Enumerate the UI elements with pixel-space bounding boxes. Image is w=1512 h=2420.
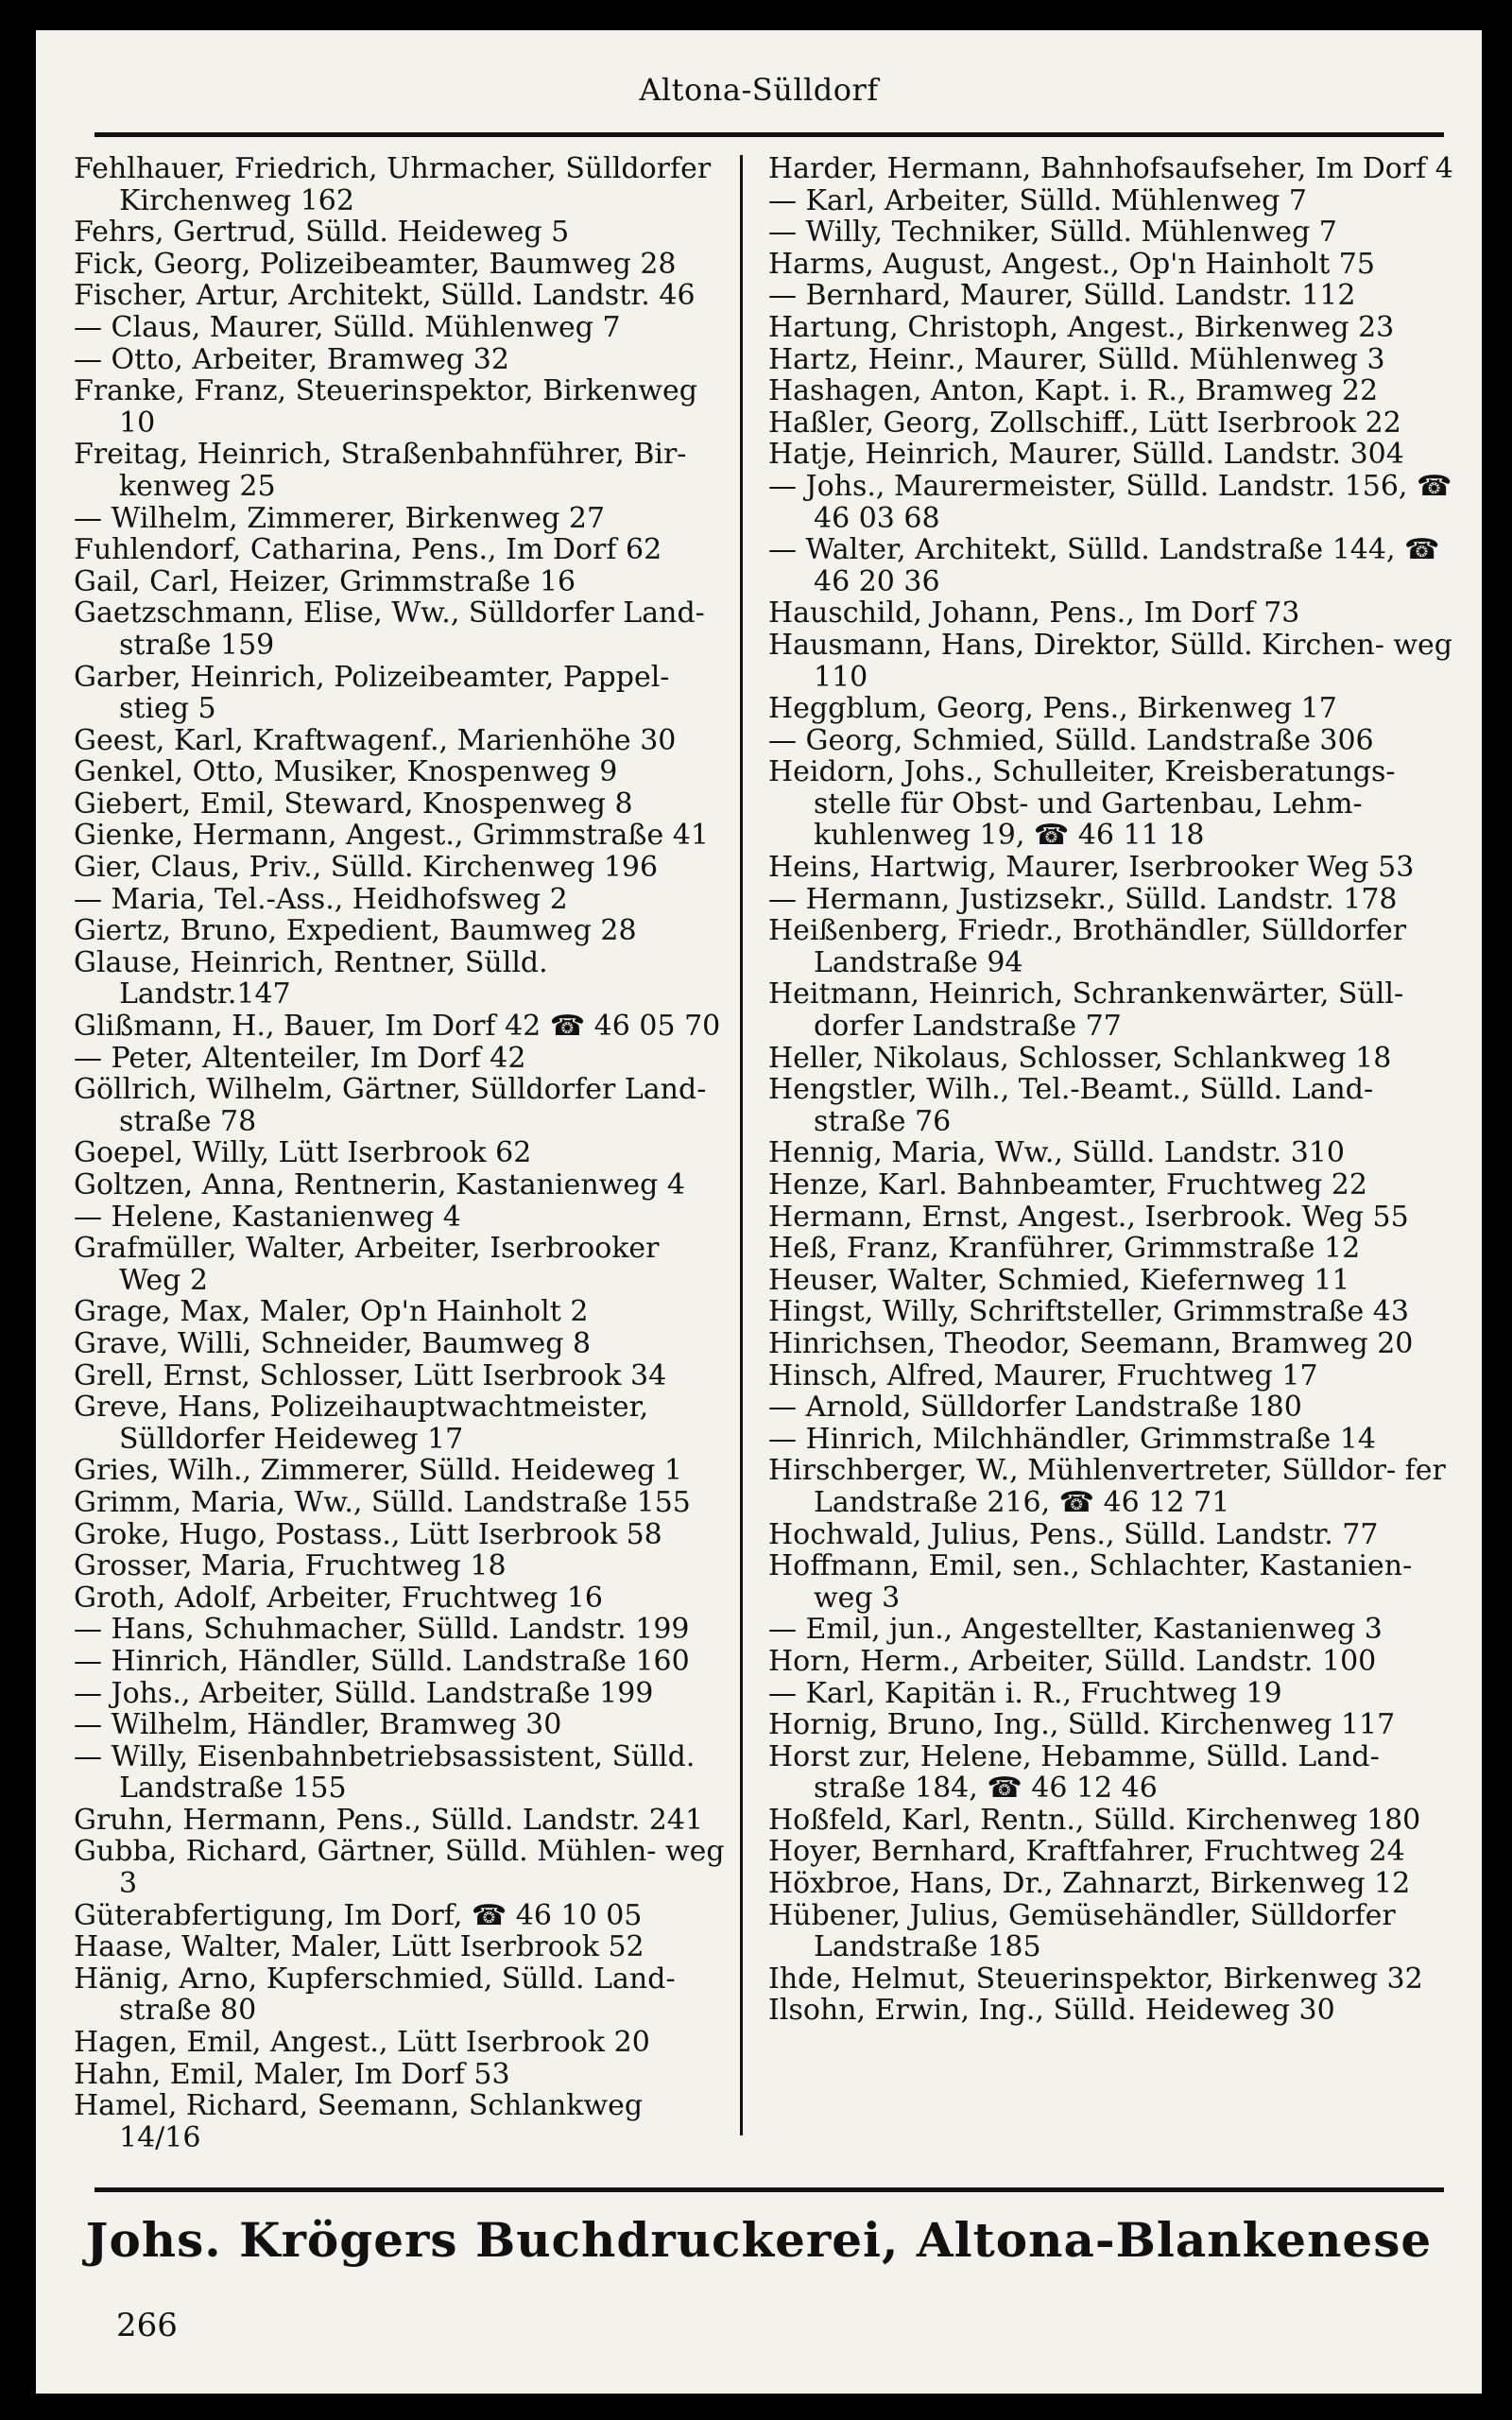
directory-entry: — Georg, Schmied, Sülld. Landstraße 306 [768,723,1374,757]
directory-entry: Giebert, Emil, Steward, Knospenweg 8 [74,786,633,821]
directory-entry: Heggblum, Georg, Pens., Birkenweg 17 [768,692,1337,726]
directory-entry: Gruhn, Hermann, Pens., Sülld. Landstr. 241 [74,1803,704,1837]
directory-entry: Harms, August, Angest., Op'n Hainholt 75 [768,247,1375,281]
directory-page [36,30,1482,2394]
directory-entry: Heins, Hartwig, Maurer, Iserbrooker Weg 53 [768,851,1415,885]
directory-entry: Gries, Wilh., Zimmerer, Sülld. Heideweg 1 [74,1454,682,1488]
directory-entry: Haßler, Georg, Zollschiff., Lütt Iserbrook 22 [768,406,1401,440]
directory-entry: Groth, Adolf, Arbeiter, Fruchtweg 16 [74,1581,603,1615]
directory-entry: Hänig, Arno, Kupferschmied, Sülld. Land- straße 80 [74,1962,676,2028]
printer-advertisement: Johs. Krögers Buchdruckerei, Altona-Blankenese [85,2212,1433,2268]
directory-entry: Hermann, Ernst, Angest., Iserbrook. Weg 55 [768,1200,1409,1234]
directory-entry: Haase, Walter, Maler, Lütt Iserbrook 52 [74,1930,644,1964]
directory-entry: — Emil, jun., Angestellter, Kastanienweg 3 [768,1613,1383,1647]
directory-entry: — Willy, Eisenbahnbetriebsassistent, Sülld. Landstraße 155 [74,1739,696,1806]
directory-entry: Gubba, Richard, Gärtner, Sülld. Mühlen- weg 3 [74,1835,725,1901]
directory-entry: — Wilhelm, Händler, Bramweg 30 [74,1708,562,1742]
directory-entry: Hagen, Emil, Angest., Lütt Iserbrook 20 [74,2026,650,2060]
directory-entry: — Hans, Schuhmacher, Sülld. Landstr. 199 [74,1613,690,1647]
directory-entry: Gail, Carl, Heizer, Grimmstraße 16 [74,564,576,598]
directory-entry: Hengstler, Wilh., Tel.-Beamt., Sülld. Land- straße 76 [768,1073,1374,1138]
directory-entry: Garber, Heinrich, Polizeibeamter, Pappel- stieg 5 [74,660,670,726]
directory-entry: — Johs., Maurermeister, Sülld. Landstr. 156, ☎ 46 03 68 [768,469,1452,535]
directory-entry: Grell, Ernst, Schlosser, Lütt Iserbrook 34 [74,1358,667,1392]
directory-entry: Hennig, Maria, Ww., Sülld. Landstr. 310 [768,1136,1345,1170]
directory-entry: Horn, Herm., Arbeiter, Sülld. Landstr. 100 [768,1644,1377,1678]
directory-entry: Hochwald, Julius, Pens., Sülld. Landstr. 77 [768,1517,1379,1551]
directory-entry: — Helene, Kastanienweg 4 [74,1200,461,1234]
directory-entry: Hartz, Heinr., Maurer, Sülld. Mühlenweg 3 [768,342,1385,376]
directory-entry: Fehlhauer, Friedrich, Uhrmacher, Sülldorfer Kirchenweg 162 [74,152,712,217]
directory-entry: — Johs., Arbeiter, Sülld. Landstraße 199 [74,1676,654,1710]
directory-entry: — Karl, Kapitän i. R., Fruchtweg 19 [768,1676,1282,1710]
directory-entry: Hirschberger, W., Mühlenvertreter, Sülldor- fer Landstraße 216, ☎ 46 12 71 [768,1454,1446,1519]
directory-entry: Höxbroe, Hans, Dr., Zahnarzt, Birkenweg 12 [768,1867,1411,1901]
directory-entry: Hübener, Julius, Gemüsehändler, Sülldorfer Landstraße 185 [768,1898,1396,1964]
directory-entry: Hamel, Richard, Seemann, Schlankweg 14/16 [74,2089,644,2154]
directory-entry: Goltzen, Anna, Rentnerin, Kastanienweg 4 [74,1168,685,1201]
directory-entry: Hauschild, Johann, Pens., Im Dorf 73 [768,596,1300,631]
directory-entry: — Hinrich, Milchhändler, Grimmstraße 14 [768,1422,1376,1456]
directory-entry: Hinrichsen, Theodor, Seemann, Bramweg 20 [768,1326,1414,1360]
directory-entry: Hornig, Bruno, Ing., Sülld. Kirchenweg 117 [768,1708,1396,1742]
directory-entry: — Claus, Maurer, Sülld. Mühlenweg 7 [74,310,621,344]
right-column [768,153,1458,2027]
directory-entry: Ilsohn, Erwin, Ing., Sülld. Heideweg 30 [768,1994,1335,2028]
directory-entry: Freitag, Heinrich, Straßenbahnführer, Bir- kenweg 25 [74,438,687,503]
directory-entry: — Willy, Techniker, Sülld. Mühlenweg 7 [768,216,1337,250]
directory-entry: Ihde, Helmut, Steuerinspektor, Birkenweg 32 [768,1962,1423,1996]
directory-entry: Grave, Willi, Schneider, Baumweg 8 [74,1326,592,1360]
directory-entry: Gienke, Hermann, Angest., Grimmstraße 41 [74,819,709,853]
directory-entry: Hingst, Willy, Schriftsteller, Grimmstraße 43 [768,1295,1409,1329]
directory-entry: Glißmann, H., Bauer, Im Dorf 42 ☎ 46 05 70 [74,1010,721,1044]
directory-entry: Heuser, Walter, Schmied, Kiefernweg 11 [768,1263,1350,1297]
directory-entry: Heller, Nikolaus, Schlosser, Schlankweg 18 [768,1041,1392,1075]
header-rule [94,132,1444,137]
directory-entry: Harder, Hermann, Bahnhofsaufseher, Im Dorf 4 [768,152,1453,185]
directory-entry: Grosser, Maria, Fruchtweg 18 [74,1549,507,1583]
directory-entry: Genkel, Otto, Musiker, Knospenweg 9 [74,755,618,789]
directory-entry: Heß, Franz, Kranführer, Grimmstraße 12 [768,1232,1361,1266]
directory-entry: — Maria, Tel.-Ass., Heidhofsweg 2 [74,882,568,916]
directory-entry: Glause, Heinrich, Rentner, Sülld. Landstr.147 [74,945,548,1011]
directory-entry: Franke, Franz, Steuerinspektor, Birkenweg 10 [74,374,697,440]
directory-entry: Goepel, Willy, Lütt Iserbrook 62 [74,1136,532,1170]
directory-entry: — Arnold, Sülldorfer Landstraße 180 [768,1391,1302,1425]
directory-entry: Fischer, Artur, Architekt, Sülld. Landstr. 46 [74,279,696,313]
directory-entry: Hahn, Emil, Maler, Im Dorf 53 [74,2057,510,2091]
directory-entry: Geest, Karl, Kraftwagenf., Marienhöhe 30 [74,723,677,757]
directory-entry: — Bernhard, Maurer, Sülld. Landstr. 112 [768,279,1356,313]
directory-entry: — Otto, Arbeiter, Bramweg 32 [74,342,509,376]
directory-entry: Gier, Claus, Priv., Sülld. Kirchenweg 196 [74,851,659,885]
directory-entry: Hoßfeld, Karl, Rentn., Sülld. Kirchenweg 180 [768,1803,1421,1837]
directory-entry: Hinsch, Alfred, Maurer, Fruchtweg 17 [768,1358,1318,1392]
directory-entry: Fick, Georg, Polizeibeamter, Baumweg 28 [74,247,677,281]
directory-entry: Gaetzschmann, Elise, Ww., Sülldorfer Land- straße 159 [74,596,705,662]
directory-entry: Heidorn, Johs., Schulleiter, Kreisberatungs- stelle für Obst- und Gartenbau, Lehm- kuhlenweg 19, ☎ 46 11 18 [768,755,1396,853]
directory-entry: Grage, Max, Maler, Op'n Hainholt 2 [74,1295,589,1329]
page-number: 266 [116,2307,178,2344]
directory-entry: Fuhlendorf, Catharina, Pens., Im Dorf 62 [74,533,662,567]
directory-entry: Güterabfertigung, Im Dorf, ☎ 46 10 05 [74,1898,643,1932]
directory-entry: Grimm, Maria, Ww., Sülld. Landstraße 155 [74,1485,691,1519]
directory-entry: Hoyer, Bernhard, Kraftfahrer, Fruchtweg 24 [768,1835,1405,1869]
directory-entry: Greve, Hans, Polizeihauptwachtmeister, Sülldorfer Heideweg 17 [74,1391,649,1456]
directory-entry: Hatje, Heinrich, Maurer, Sülld. Landstr. 304 [768,438,1404,472]
left-column [74,153,726,2153]
directory-entry: — Walter, Architekt, Sülld. Landstraße 144, ☎ 46 20 36 [768,533,1440,598]
directory-entry: — Peter, Altenteiler, Im Dorf 42 [74,1041,526,1075]
directory-entry: Göllrich, Wilhelm, Gärtner, Sülldorfer Land- straße 78 [74,1073,707,1138]
directory-entry: Groke, Hugo, Postass., Lütt Iserbrook 58 [74,1517,662,1551]
directory-entry: Fehrs, Gertrud, Sülld. Heideweg 5 [74,216,570,250]
directory-entry: — Karl, Arbeiter, Sülld. Mühlenweg 7 [768,183,1307,217]
directory-entry: — Wilhelm, Zimmerer, Birkenweg 27 [74,501,606,535]
directory-entry: Hausmann, Hans, Direktor, Sülld. Kirchen- weg 110 [768,628,1452,694]
directory-entry: — Hermann, Justizsekr., Sülld. Landstr. 178 [768,882,1398,916]
directory-entry: Hartung, Christoph, Angest., Birkenweg 23 [768,310,1395,344]
directory-entry: Grafmüller, Walter, Arbeiter, Iserbrooker Weg 2 [74,1232,660,1297]
column-divider [740,155,743,2135]
directory-entry: Hashagen, Anton, Kapt. i. R., Bramweg 22 [768,374,1379,408]
directory-entry: Henze, Karl. Bahnbeamter, Fruchtweg 22 [768,1168,1367,1201]
footer-rule [94,2187,1444,2192]
directory-entry: Giertz, Bruno, Expedient, Baumweg 28 [74,914,637,948]
directory-entry: Heitmann, Heinrich, Schrankenwärter, Süll- dorfer Landstraße 77 [768,977,1404,1044]
page-header: Altona-Sülldorf [639,72,879,108]
directory-entry: Horst zur, Helene, Hebamme, Sülld. Land- straße 184, ☎ 46 12 46 [768,1739,1380,1806]
directory-entry: — Hinrich, Händler, Sülld. Landstraße 160 [74,1644,690,1678]
directory-entry: Hoffmann, Emil, sen., Schlachter, Kastanien- weg 3 [768,1549,1413,1615]
directory-entry: Heißenberg, Friedr., Brothändler, Sülldorfer Landstraße 94 [768,914,1407,979]
